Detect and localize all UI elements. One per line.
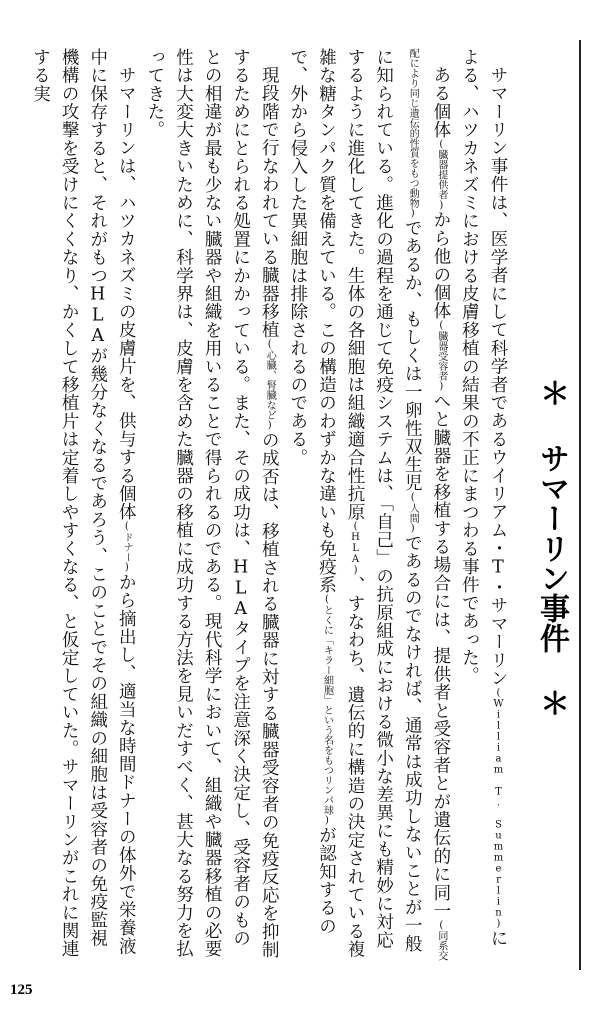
vertical-rule (579, 40, 581, 970)
text-run: による、ハツカネズミにおける皮膚移植の結果の不正にまつわる事件であった。 (459, 48, 508, 948)
paragraph (283, 48, 455, 963)
body-text (30, 48, 512, 963)
inline-annotation: (HLA) (350, 521, 362, 577)
inline-annotation: (同系交配により同じ遺伝的性質をもつ動物) (407, 48, 447, 961)
text-run: 現段階で行なわれている臓器移植 (259, 65, 280, 339)
inline-annotation: (人間) (407, 492, 419, 534)
inline-annotation: (とくに「キラー細胞」という名をもつリンパ球) (321, 594, 333, 826)
inline-annotation: (臓器提供者) (435, 138, 447, 211)
inline-annotation: (心臓、腎臓など) (264, 338, 276, 431)
inline-annotation: (William T. Summerlin) (493, 686, 504, 929)
text-run: サマーリン事件は、医学者にして科学者であるウイリアム・T・サマーリン (488, 65, 508, 687)
text-run: から摘出し、適当な時間ドナーの体外で栄養液中に保存すると、それがもつHLAが幾分なくなるであろう、このことでその組織の細胞は受容者の免疫監視機構の攻撃を受けにくくなり、かくして移植片は定着しやすくなる、と仮定していた。サマーリンがこれに関連する実 (30, 48, 137, 958)
paragraph (26, 48, 140, 963)
text-run: が認知するので、外から侵入した異細胞は排除されるのである。 (287, 48, 337, 936)
text-run: ある個体 (430, 65, 451, 139)
text-run: の成否は、移植される臓器に対する臓器受容者の免疫反応を抑制するためにとられる処置にかかっている。また、その成功は、HLAタイプを注意深く決定し、受容者のものとの相違が最も少ない臓器や組織を用いることで得られるのである。現代科学において、組織や臓器移植の必要性は大変大きいために、科学界は、皮膚を含めた臓器の移植に成功する方法を見いだすべく、甚大なる努力を払ってきた。 (144, 48, 280, 959)
text-run: であるのでなければ、通常は成功しないことが一般に知られている。進化の過程を通じて免疫システムは、「自己」の抗原組成における微小な差異にも精妙に対応するように進化してきた。生体の各細胞は組織適合性抗原 (345, 48, 423, 953)
text-run: から他の個体 (430, 210, 451, 320)
text-run: へと臓器を移植する場合には、提供者と受容者とが遺伝的に同一 (430, 391, 451, 920)
section-heading: ＊ サマーリン事件 ＊ (534, 378, 569, 718)
text-run: であるか、もしくは一卵性双生児 (402, 219, 423, 492)
paragraph (140, 48, 283, 963)
inline-annotation: (ドナー) (121, 520, 133, 573)
paragraph (455, 48, 512, 963)
text-run: 、すなわち、遺伝的に構造の決定されている複雑な糖タンパク質を備えている。この構造のわずかな違いも免疫系 (316, 48, 366, 959)
text-run: サマーリンは、ハツカネズミの皮膚片を、供与する個体 (116, 65, 137, 521)
page-number: 125 (10, 982, 33, 998)
inline-annotation: (臓器受容者) (435, 319, 447, 392)
